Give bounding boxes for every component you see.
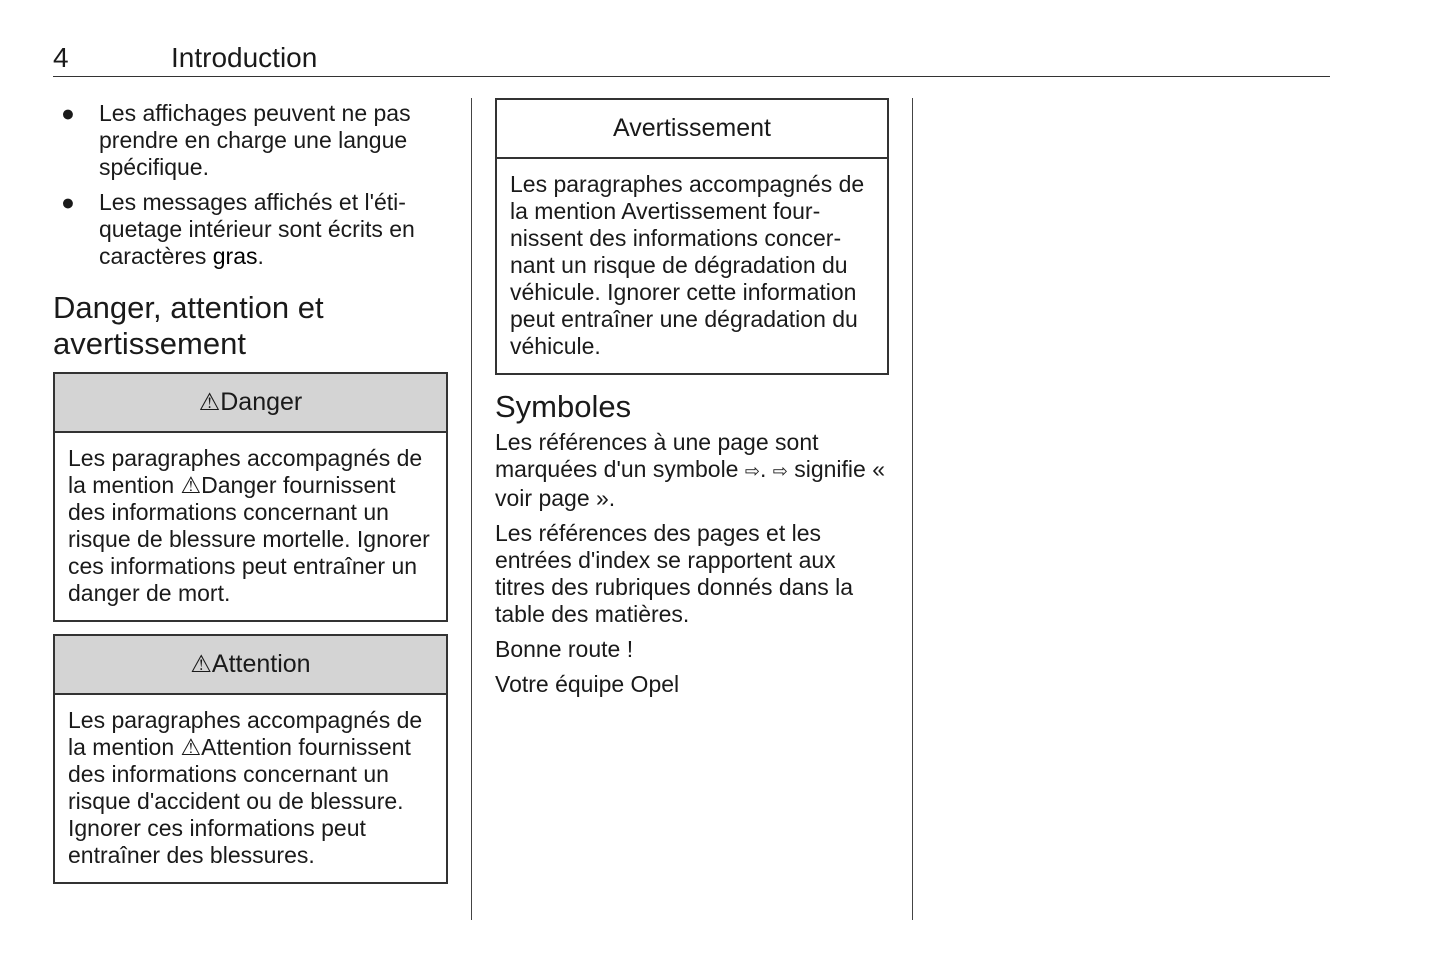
list-item-text: Les affichages peuvent ne pas prendre en charge une langue spécifique. xyxy=(99,100,411,180)
warning-triangle-icon: ⚠ xyxy=(198,389,221,416)
body-text: signifie « voir page ». xyxy=(495,456,885,511)
danger-box-title: Danger xyxy=(220,388,303,416)
left-column xyxy=(53,98,448,896)
page-number: 4 xyxy=(53,42,69,73)
bullet-list xyxy=(53,100,448,270)
warning-triangle-icon: ⚠ xyxy=(180,472,202,498)
chapter-title: Introduction xyxy=(171,42,318,73)
avertissement-box xyxy=(495,98,889,375)
body-text: Les paragraphes accompagnés de la mention xyxy=(68,445,423,498)
avertissement-box-header: Avertissement xyxy=(497,100,887,159)
danger-box-body xyxy=(55,433,446,620)
body-text: Les paragraphes accompagnés de la mention xyxy=(68,707,423,760)
body-text: Les références à une page sont marquées d'un symbole xyxy=(495,429,819,482)
danger-box-header xyxy=(55,374,446,433)
bold-text: Attention xyxy=(201,734,292,760)
warning-triangle-icon: ⚠ xyxy=(190,651,212,678)
list-item-text: . xyxy=(257,243,264,269)
body-text: fournissent des informations concernant un risque d'accident ou de blessure. Ignorer ces informations peut entraîner des blessures. xyxy=(68,734,411,868)
section-title: Danger, attention et avertissement xyxy=(53,290,324,361)
danger-box xyxy=(53,372,448,622)
bold-text: Danger xyxy=(201,472,277,498)
page-reference-arrow-icon: ⇨ xyxy=(744,461,760,481)
list-item-text: Les messages affichés et l'étiquetage intérieur sont écrits en caractères xyxy=(99,189,415,269)
avertissement-box-body xyxy=(497,159,887,373)
middle-column xyxy=(495,98,889,706)
column-divider xyxy=(471,98,472,920)
page-reference-arrow-icon: ⇨ xyxy=(772,461,788,481)
attention-box-header xyxy=(55,636,446,695)
bold-text: Avertissement xyxy=(621,198,767,224)
symbols-title: Symboles xyxy=(495,389,632,424)
attention-box xyxy=(53,634,448,884)
symbols-paragraph: Les références des pages et les entrées d'index se rapportent aux titres des rubriques donnés dans la table des matières. xyxy=(495,520,853,627)
signature: Votre équipe Opel xyxy=(495,671,680,697)
list-item xyxy=(53,189,448,270)
attention-box-title: Attention xyxy=(211,650,311,678)
bullet-icon: ● xyxy=(61,189,75,215)
column-divider xyxy=(912,98,913,920)
bullet-icon: ● xyxy=(61,100,75,126)
list-item xyxy=(53,100,448,181)
greeting: Bonne route ! xyxy=(495,636,634,662)
bold-text: gras xyxy=(212,243,258,269)
body-text: Les paragraphes accompagnés de la mention xyxy=(510,171,865,224)
warning-triangle-icon: ⚠ xyxy=(180,734,202,760)
body-text: fournissent des informations concernant un risque de blessure mortelle. Ignorer ces informations peut entraîner un danger de mort. xyxy=(68,472,430,606)
attention-box-body xyxy=(55,695,446,882)
symbols-paragraph xyxy=(495,429,889,512)
page-header xyxy=(53,42,1330,77)
body-text: . xyxy=(759,456,773,482)
body-text: fournissent des informations concernant un risque de dégradation du véhicule. Ignorer cette information peut entraîner une dégradation du véhicule. xyxy=(510,198,858,359)
